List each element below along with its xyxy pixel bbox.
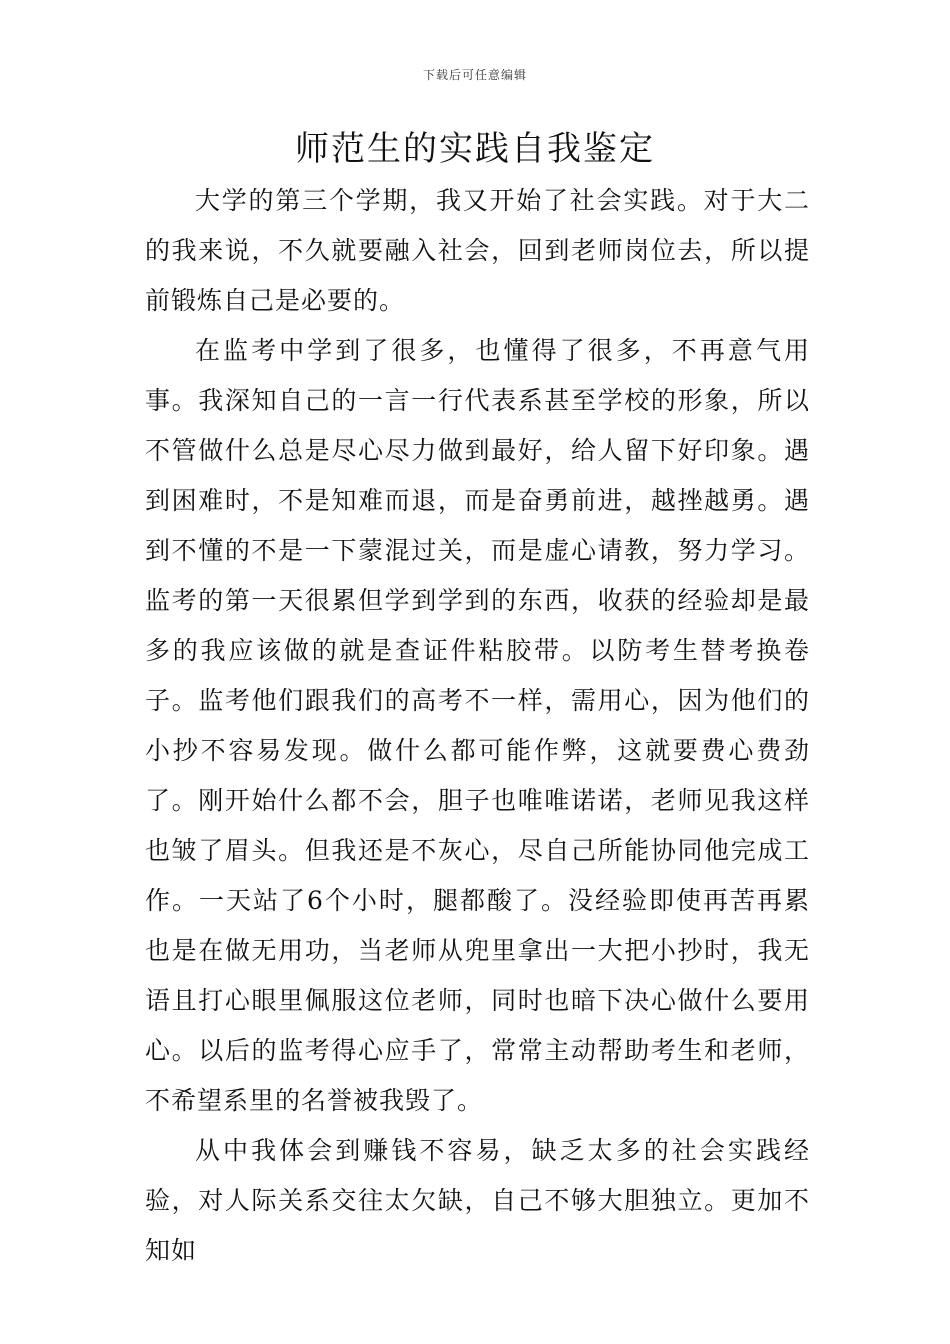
document-body	[145, 176, 810, 1276]
document-title: 师范生的实践自我鉴定	[295, 129, 655, 169]
header-note: 下载后可任意编辑	[422, 68, 527, 82]
paragraph-1: 大学的第三个学期，我又开始了社会实践。对于大二的我来说，不久就要融入社会，回到老师岗位去，所以提前锻炼自己是必要的。	[145, 186, 810, 315]
paragraph-2: 在监考中学到了很多，也懂得了很多，不再意气用事。我深知自己的一言一行代表系甚至学校的形象，所以不管做什么总是尽心尽力做到最好，给人留下好印象。遇到困难时，不是知难而退，而是奋勇前进，越挫越勇。遇到不懂的不是一下蒙混过关，而是虚心请教，努力学习。监考的第一天很累但学到学到的东西，收获的经验却是最多的我应该做的就是查证件粘胶带。以防考生替考换卷子。监考他们跟我们的高考不一样，需用心，因为他们的小抄不容易发现。做什么都可能作弊，这就要费心费劲了。刚开始什么都不会，胆子也唯唯诺诺，老师见我这样也皱了眉头。但我还是不灰心，尽自己所能协同他完成工作。一天站了6个小时，腿都酸了。没经验即使再苦再累也是在做无用功，当老师从兜里拿出一大把小抄时，我无语且打心眼里佩服这位老师，同时也暗下决心做什么要用心。以后的监考得心应手了，常常主动帮助考生和老师，不希望系里的名誉被我毁了。	[145, 336, 810, 1115]
paragraph-3: 从中我体会到赚钱不容易，缺乏太多的社会实践经验，对人际关系交往太欠缺，自己不够大胆独立。更加不知如	[145, 1136, 810, 1265]
